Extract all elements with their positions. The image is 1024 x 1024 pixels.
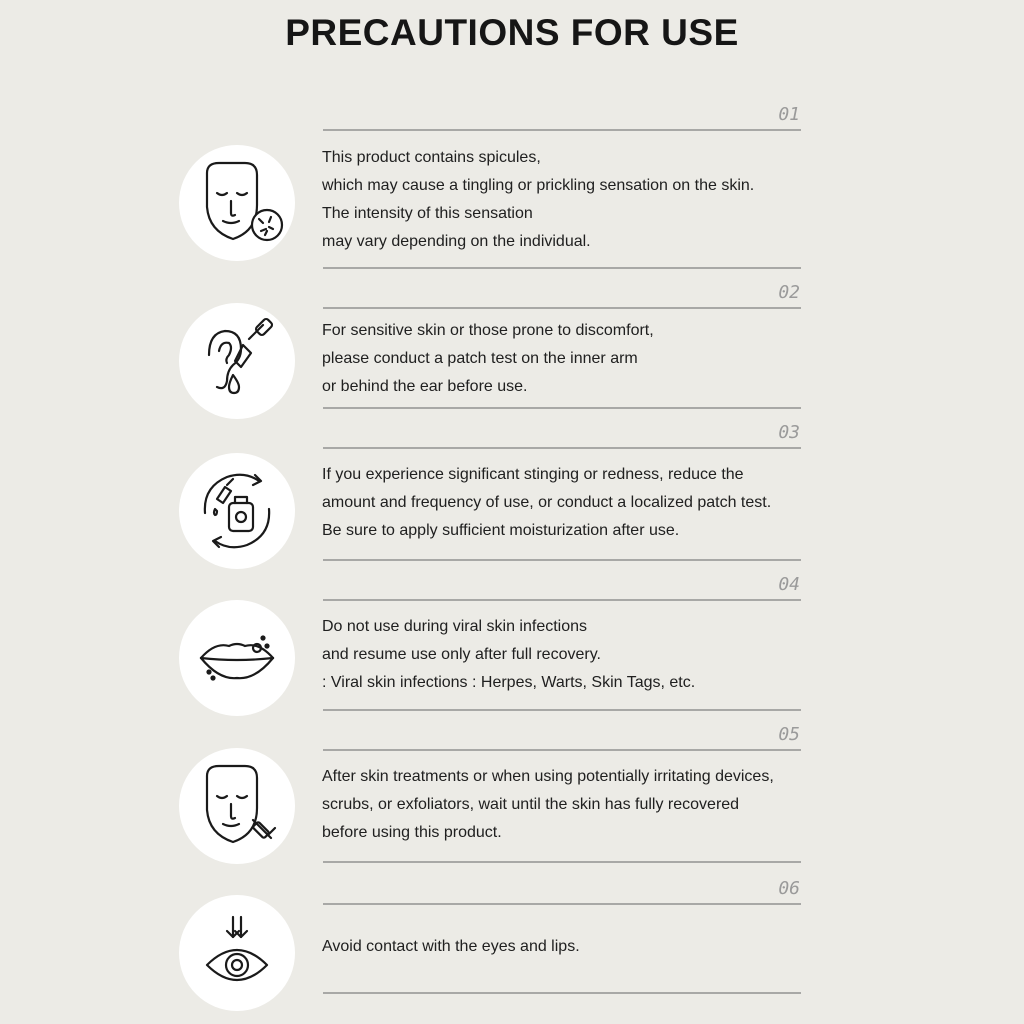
item-text-line: and resume use only after full recovery.: [322, 646, 601, 663]
lips-infection-icon: [179, 600, 295, 716]
item-text-line: may vary depending on the individual.: [322, 233, 591, 250]
item-number: 03: [778, 422, 800, 443]
divider: [323, 599, 801, 601]
item-text-line: scrubs, or exfoliators, wait until the skin has fully recovered: [322, 796, 740, 813]
item-number: 06: [778, 878, 800, 899]
divider: [323, 129, 801, 131]
face-treatment-icon: [179, 748, 295, 864]
item-text-line: After skin treatments or when using potentially irritating devices,: [322, 768, 774, 785]
item-text-line: This product contains spicules,: [322, 149, 541, 166]
item-number: 04: [778, 574, 800, 595]
item-text-line: Avoid contact with the eyes and lips.: [322, 938, 580, 955]
dropper-bottle-cycle-icon: [179, 453, 295, 569]
item-number: 05: [778, 724, 800, 745]
divider: [323, 559, 801, 561]
divider: [323, 307, 801, 309]
divider: [323, 749, 801, 751]
ear-dropper-icon: [179, 303, 295, 419]
divider: [323, 267, 801, 269]
item-text-line: or behind the ear before use.: [322, 378, 528, 395]
item-text-line: please conduct a patch test on the inner arm: [322, 350, 638, 367]
eye-arrow-icon: [179, 895, 295, 1011]
item-text-line: The intensity of this sensation: [322, 205, 533, 222]
face-spicule-icon: [179, 145, 295, 261]
item-text-line: Be sure to apply sufficient moisturization after use.: [322, 522, 680, 539]
page-title: PRECAUTIONS FOR USE: [285, 12, 739, 53]
divider: [323, 709, 801, 711]
item-text-line: amount and frequency of use, or conduct a localized patch test.: [322, 494, 772, 511]
item-text-line: If you experience significant stinging or redness, reduce the: [322, 466, 744, 483]
divider: [323, 903, 801, 905]
divider: [323, 992, 801, 994]
item-text-line: which may cause a tingling or prickling sensation on the skin.: [322, 177, 755, 194]
divider: [323, 407, 801, 409]
item-text-line: before using this product.: [322, 824, 502, 841]
item-text-line: : Viral skin infections : Herpes, Warts, Skin Tags, etc.: [322, 674, 696, 691]
item-text-line: Do not use during viral skin infections: [322, 618, 588, 635]
item-number: 02: [778, 282, 800, 303]
item-number: 01: [778, 104, 800, 125]
divider: [323, 861, 801, 863]
item-text-line: For sensitive skin or those prone to discomfort,: [322, 322, 654, 339]
divider: [323, 447, 801, 449]
